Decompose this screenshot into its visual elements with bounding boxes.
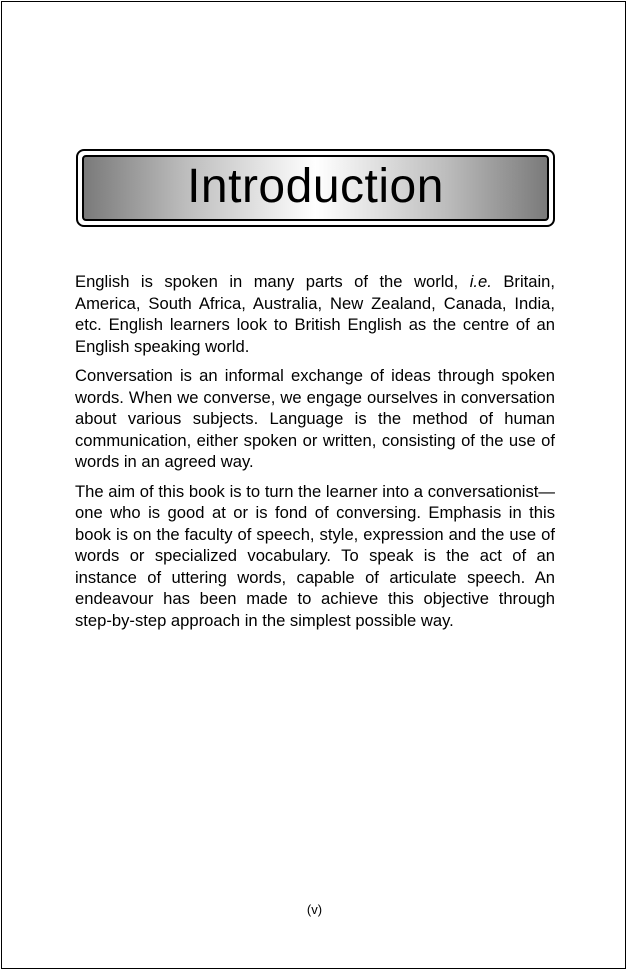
paragraph-2: Conversation is an informal exchange of ideas through spoken words. When we converse, we engage ourselves in conversation about various subjects. Language is the method of human communication, either spoken or written, consisting of the use of words in an agreed way. [75, 366, 555, 471]
page-title: Introduction [187, 160, 444, 213]
title-banner [76, 149, 555, 227]
paragraph-1-italic: i.e. [469, 272, 492, 291]
page-number: (v) [306, 902, 323, 917]
title-banner-inner [82, 155, 549, 221]
paragraph-1 [75, 271, 555, 357]
body-text [75, 271, 555, 639]
paragraph-1-end: Britain, America, South Africa, Australia, New Zealand, Canada, India, etc. English learners look to British English as the centre of an English speaking world. [75, 272, 555, 356]
paragraph-1-start: English is spoken in many parts of the world, [75, 272, 470, 291]
paragraph-3: The aim of this book is to turn the learner into a conversationist—one who is good at or is fond of conversing. Emphasis in this book is on the faculty of speech, style, expression and the use of words or specialized vocabulary. To speak is the act of an instance of uttering words, capable of articulate speech. An endeavour has been made to achieve this objective through step-by-step approach in the simplest possible way. [75, 481, 555, 630]
